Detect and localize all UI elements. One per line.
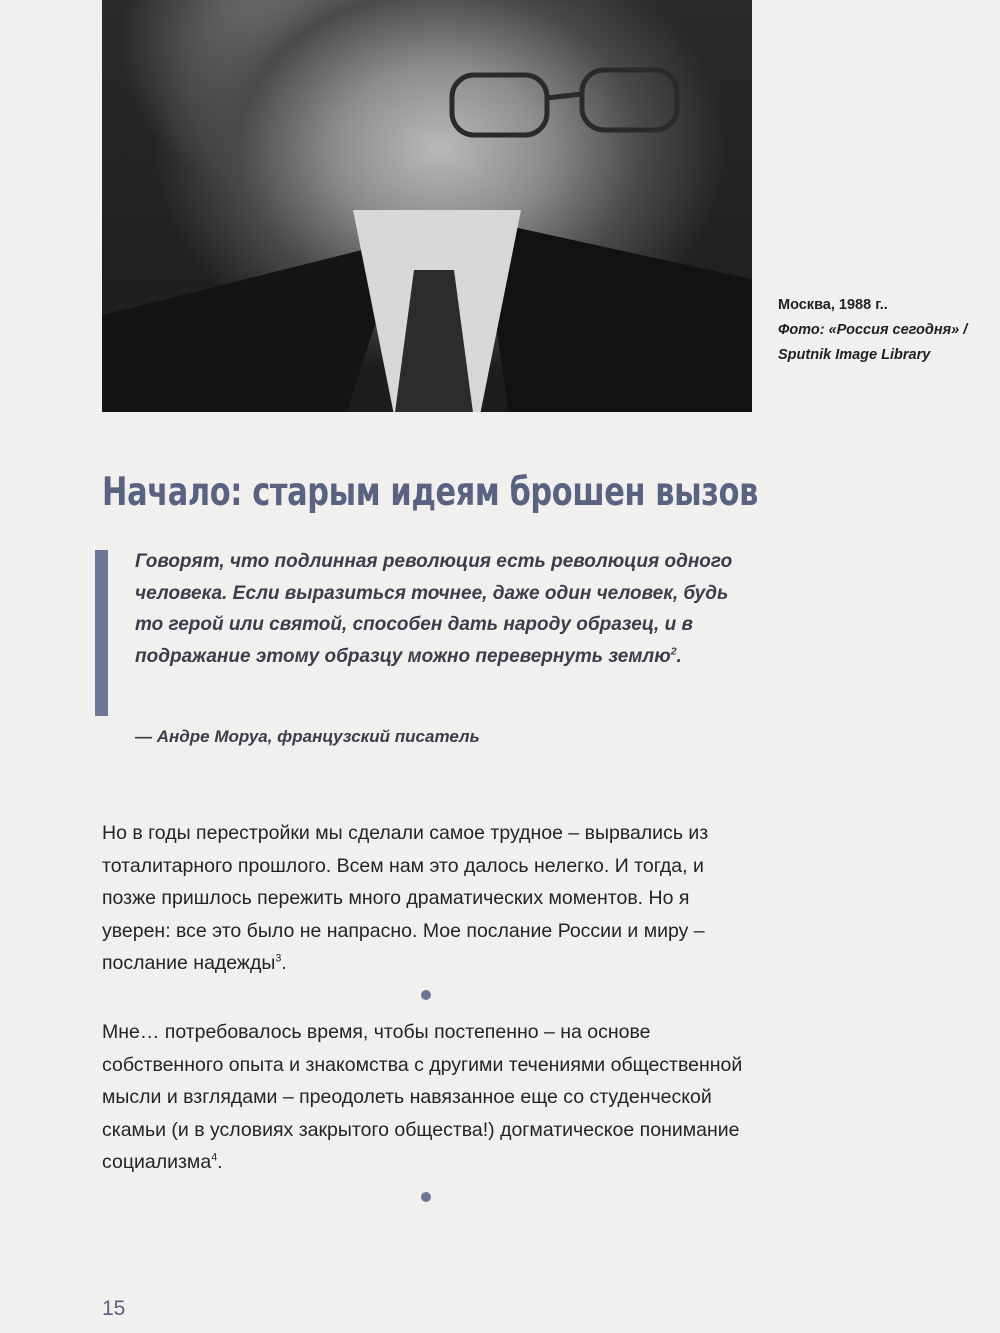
photo-jacket-left bbox=[102, 240, 402, 412]
footnote-ref[interactable]: 2 bbox=[670, 646, 677, 658]
paragraph-1-end: . bbox=[281, 952, 287, 974]
epigraph-text: Говорят, что подлинная революция есть революция одного человека. Если выразиться точнее, даже один человек, будь то герой или святой, способен дать народу образец, и в подражание этому образцу можно перевернуть землю bbox=[135, 551, 733, 667]
epigraph-end: . bbox=[676, 645, 682, 667]
photo-caption bbox=[778, 293, 978, 368]
caption-place-date: Москва, 1988 г.. bbox=[778, 297, 888, 313]
footnote-ref[interactable]: 4 bbox=[211, 1151, 218, 1164]
section-divider-dot bbox=[421, 1192, 431, 1202]
photo-jacket-right bbox=[482, 220, 752, 412]
quote-bar bbox=[95, 550, 108, 716]
epigraph-author: — Андре Моруа, французский писатель bbox=[135, 727, 480, 746]
paragraph-1 bbox=[102, 817, 757, 980]
paragraph-1-text: Но в годы перестройки мы сделали самое трудное – вырвались из тоталитарного прошлого. Всем нам это далось нелегко. И тогда, и позже пришлось пережить много драматических моментов. Но я уверен: все это было не напрасно. Мое послание России и миру – послание надежды bbox=[102, 822, 709, 974]
paragraph-2-text: Мне… потребовалось время, чтобы постепенно – на основе собственного опыта и знакомства с другими течениями общественной мысли и взглядами – преодолеть навязанное еще со студенческой скамьи (и в условиях закрытого общества!) догматическое понимание социализма bbox=[102, 1021, 743, 1173]
section-divider-dot bbox=[421, 990, 431, 1000]
epigraph-quote bbox=[135, 546, 735, 672]
caption-credit: Фото: «Россия сегодня» / Sputnik Image Library bbox=[778, 322, 968, 363]
photo-glasses bbox=[432, 60, 692, 150]
paragraph-2 bbox=[102, 1016, 757, 1179]
section-title: Начало: старым идеям брошен вызов bbox=[102, 470, 758, 515]
footnote-ref[interactable]: 3 bbox=[275, 952, 282, 965]
page-number: 15 bbox=[102, 1297, 126, 1320]
portrait-photo bbox=[102, 0, 752, 412]
paragraph-2-end: . bbox=[217, 1151, 223, 1173]
